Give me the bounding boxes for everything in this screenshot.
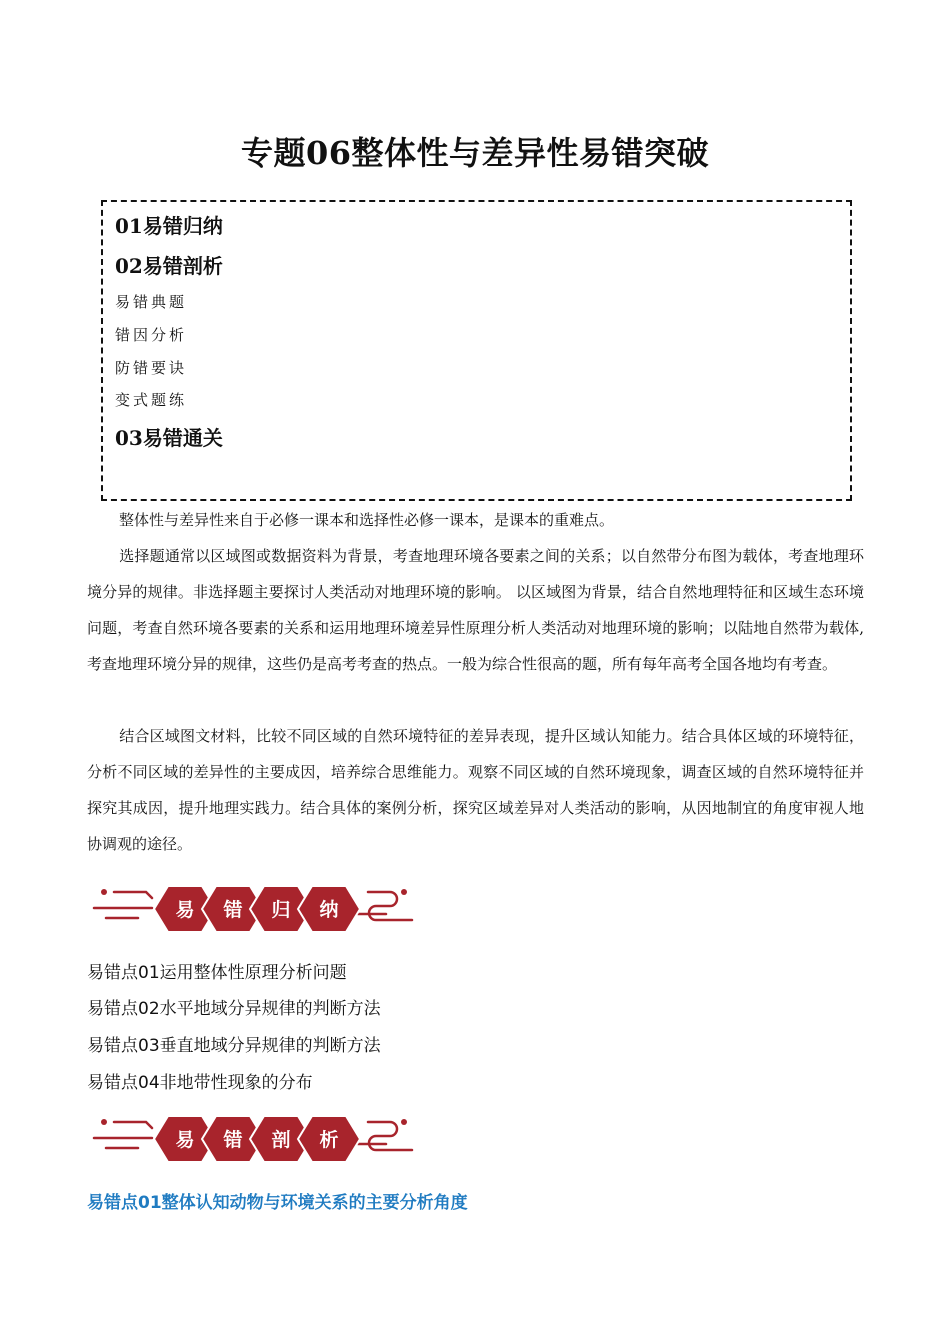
banner-char: 错 bbox=[223, 1129, 243, 1151]
toc-subitem[interactable]: 错因分析 bbox=[115, 326, 188, 344]
banner-ornament-left bbox=[94, 1119, 152, 1148]
toc-item-2[interactable]: 02易错剖析 bbox=[115, 254, 223, 278]
banner-char: 归 bbox=[271, 899, 291, 921]
table-of-contents bbox=[101, 200, 852, 501]
list-item[interactable]: 易错点02水平地域分异规律的判断方法 bbox=[87, 999, 381, 1019]
list-item[interactable]: 易错点03垂直地域分异规律的判断方法 bbox=[87, 1036, 381, 1056]
banner-char: 剖 bbox=[271, 1129, 291, 1151]
intro-paragraph-1: 整体性与差异性来自于必修一课本和选择性必修一课本，是课本的重难点。 bbox=[119, 511, 615, 529]
page-title: 专题06整体性与差异性易错突破 bbox=[240, 134, 710, 172]
toc-subitem[interactable]: 变式题练 bbox=[115, 391, 188, 409]
intro-paragraph-3: 结合区域图文材料，比较不同区域的自然环境特征的差异表现，提升区域认知能力。结合具体区域的环境特征，分析不同区域的差异性的主要成因，培养综合思维能力。观察不同区域的自然环境现象，调查区域的自然环境特征并探究其成因，提升地理实践力。结合具体的案例分析，探究区域差异对人类活动的影响，从因地制宜的角度审视人地协调观的途径。 bbox=[87, 727, 864, 853]
list-item[interactable]: 易错点01运用整体性原理分析问题 bbox=[87, 963, 347, 983]
banner-char: 纳 bbox=[319, 899, 339, 921]
section-banner-analysis bbox=[90, 1114, 420, 1164]
banner-char: 易 bbox=[175, 1129, 195, 1151]
banner-char: 易 bbox=[175, 899, 195, 921]
banner-ornament-right bbox=[358, 1119, 412, 1150]
banner-ornament-left bbox=[94, 889, 152, 918]
toc-item-1[interactable]: 01易错归纳 bbox=[115, 214, 223, 238]
toc-subitem[interactable]: 易错典题 bbox=[115, 293, 188, 311]
toc-item-3[interactable]: 03易错通关 bbox=[115, 426, 223, 450]
banner-ornament-right bbox=[358, 889, 412, 920]
list-item[interactable]: 易错点04非地带性现象的分布 bbox=[87, 1073, 313, 1093]
banner-char: 析 bbox=[319, 1129, 339, 1151]
section-heading: 易错点01整体认知动物与环境关系的主要分析角度 bbox=[87, 1193, 468, 1213]
banner-char: 错 bbox=[223, 899, 243, 921]
toc-subitem[interactable]: 防错要诀 bbox=[115, 359, 188, 377]
intro-paragraph-2: 选择题通常以区域图或数据资料为背景，考查地理环境各要素之间的关系；以自然带分布图为载体，考查地理环境分异的规律。非选择题主要探讨人类活动对地理环境的影响。 以区域图为背景，结合自然地理特征和区域生态环境问题，考查自然环境各要素的关系和运用地理环境差异性原理分析人类活动对地理环境的影响；以陆地自然带为载体,考查地理环境分异的规律，这些仍是高考考查的热点。一般为综合性很高的题，所有每年高考全国各地均有考查。 bbox=[87, 547, 864, 673]
section-banner-summary bbox=[90, 884, 420, 934]
